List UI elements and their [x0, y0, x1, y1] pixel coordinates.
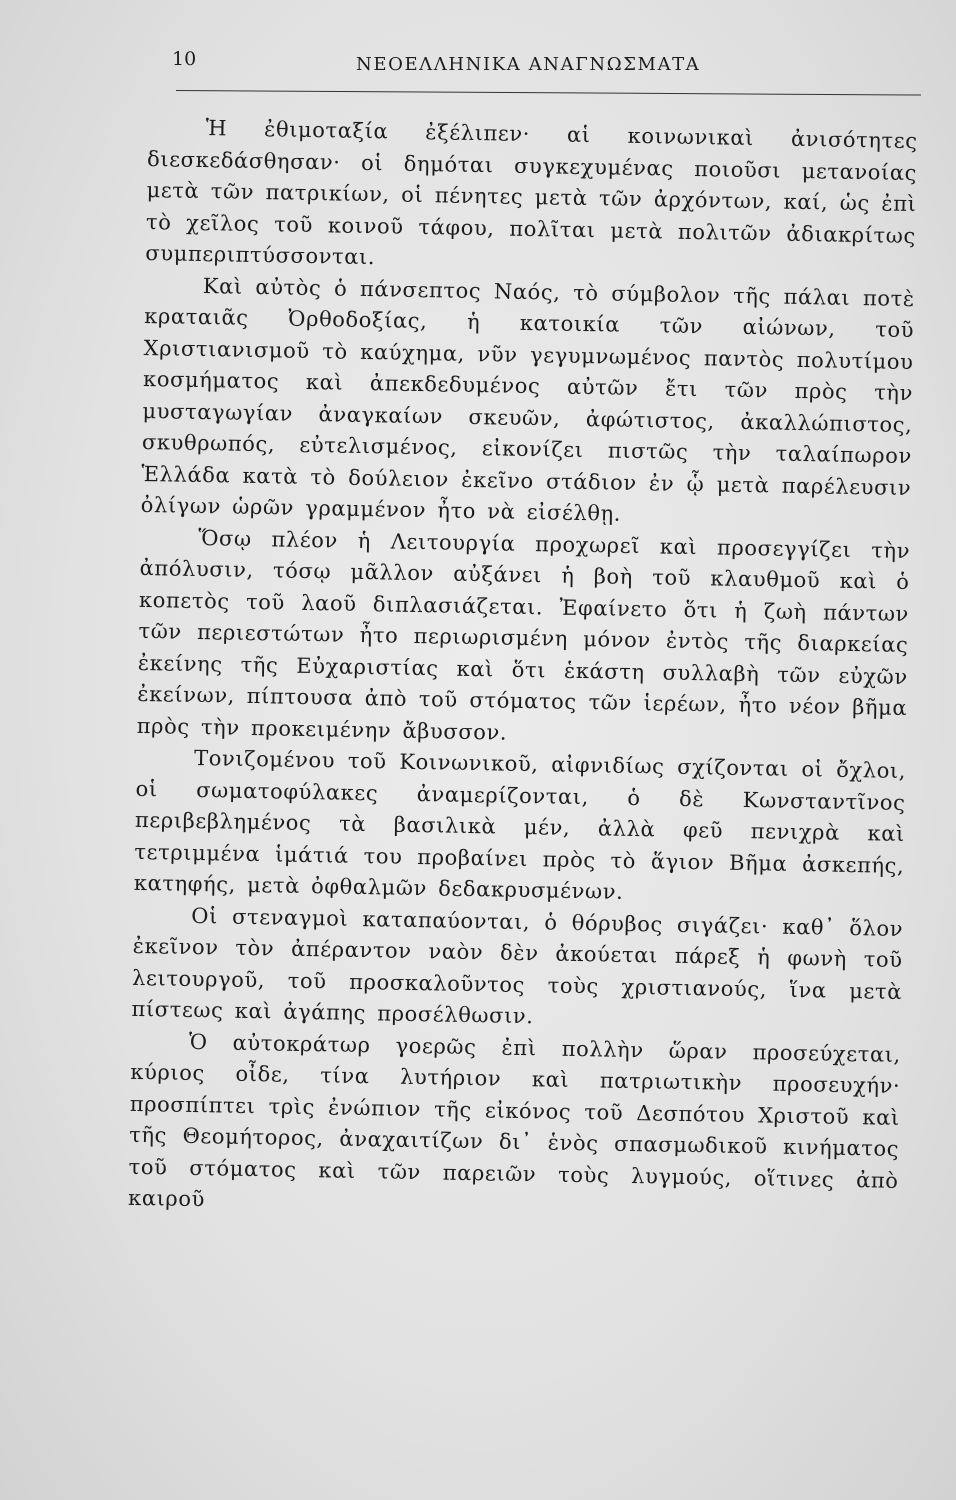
paragraph: Ὅσῳ πλέον ἡ Λειτουργία προχωρεῖ καὶ προσεγγίζει τὴν ἀπόλυσιν, τόσῳ μᾶλλον αὐξάνει ἡ βοὴ τοῦ κλαυθμοῦ καὶ ὁ κοπετὸς τοῦ λαοῦ διπλασιάζεται. Ἐφαίνετο ὅτι ἡ ζωὴ πάντων τῶν περιεστώτων ἦτο περιωρισμένη μόνον ἐντὸς τῆς διαρκείας ἐκείνης τῆς Εὐχαριστίας καὶ ὅτι ἑκάστη συλλαβὴ τῶν εὐχῶν ἐκείνων, πίπτουσα ἀπὸ τοῦ στόματος τῶν ἱερέων, ἦτο νέον βῆμα πρὸς τὴν προκειμένην ἄβυσσον. [136, 525, 911, 745]
paragraph: Ὁ αὐτοκράτωρ γοερῶς ἐπὶ πολλὴν ὥραν προσεύχεται, κύριος οἶδε, τίνα λυτήριον καὶ πατριωτικὴν προσευχήν· προσπίπτει τρὶς ἐνώπιον τῆς εἰκόνος τοῦ Δεσπότου Χριστοῦ καὶ τῆς Θεομήτορος, ἀναχαιτίζων δι᾽ ἑνὸς σπασμωδικοῦ κινήματος τοῦ στόματος καὶ τῶν παρειῶν τοὺς λυγμούς, οἵτινες ἀπὸ καιροῦ [127, 1029, 902, 1212]
paragraph: Τονιζομένου τοῦ Κοινωνικοῦ, αἰφνιδίως σχίζονται οἱ ὄχλοι, οἱ σωματοφύλακες ἀναμερίζονται, ὁ δὲ Κωνσταντῖνος περιβεβλημένος τὰ βασιλικὰ μέν, ἀλλὰ φεῦ πενιχρὰ καὶ τετριμμένα ἱμάτιά του προβαίνει πρὸς τὸ ἅγιον Βῆμα ἀσκεπής, κατηφής, μετὰ ὀφθαλμῶν δεδακρυσμένων. [133, 745, 907, 904]
paragraph: Ἡ ἐθιμοταξία ἐξέλιπεν· αἱ κοινωνικαὶ ἀνισότητες διεσκεδάσθησαν· οἱ δημόται συγκεχυμένας ποιοῦσι μετανοίας μετὰ τῶν πατρικίων, οἱ πένητες μετὰ τῶν ἀρχόντων, καί, ὡς ἐπὶ τὸ χεῖλος τοῦ κοινοῦ τάφου, πολῖται μετὰ πολιτῶν ἀδιακρίτως συμπεριπτύσσονται. [145, 116, 918, 270]
header-rule [176, 90, 921, 96]
page-number: 10 [172, 48, 197, 70]
page-header [170, 48, 930, 88]
body-text [128, 112, 918, 1228]
paragraph: Οἱ στεναγμοὶ καταπαύονται, ὁ θόρυβος σιγάζει· καθ᾽ ὅλον ἐκεῖνον τὸν ἀπέραντον ναὸν δὲν ἀκούεται πάρεξ ἡ φωνὴ τοῦ λειτουργοῦ, τοῦ προσκαλοῦντος τοὺς χριστιανούς, ἵνα μετὰ πίστεως καὶ ἀγάπης προσέλθωσιν. [131, 903, 904, 1029]
running-title: ΝΕΟΕΛΛΗΝΙΚΑ ΑΝΑΓΝΩΣΜΑΤΑ [356, 54, 701, 75]
paragraph: Καὶ αὐτὸς ὁ πάνσεπτος Ναός, τὸ σύμβολον τῆς πάλαι ποτὲ κραταιᾶς Ὀρθοδοξίας, ἡ κατοικία τῶν αἰώνων, τοῦ Χριστιανισμοῦ τὸ καύχημα, νῦν γεγυμνωμένος παντὸς πολυτίμου κοσμήματος καὶ ἀπεκδεδυμένος αὐτῶν ἔτι τῶν πρὸς τὴν μυσταγωγίαν ἀναγκαίων σκευῶν, ἀφώτιστος, ἀκαλλώπιστος, σκυθρωπός, εὐτελισμένος, εἰκονίζει πιστῶς τὴν ταλαίπωρον Ἑλλάδα κατὰ τὸ δούλειον ἐκεῖνο στάδιον ἐν ᾧ μετὰ παρέλευσιν ὀλίγων ὡρῶν γραμμένον ἦτο νὰ εἰσέλθῃ. [140, 273, 915, 526]
